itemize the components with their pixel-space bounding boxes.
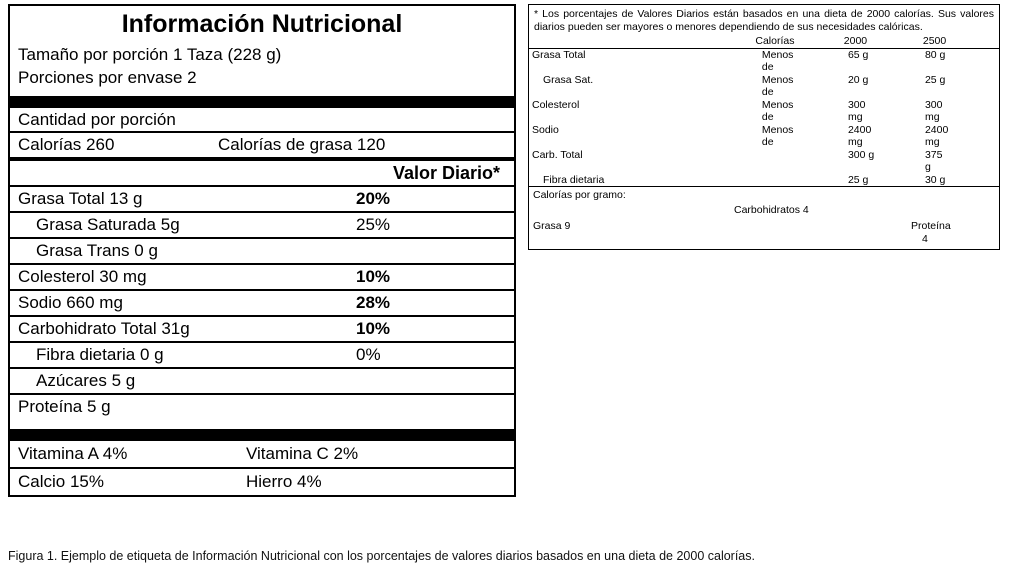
table-row <box>529 49 999 62</box>
dv-row-2000: 20 g <box>847 73 869 86</box>
nutrient-name: Grasa Saturada <box>36 215 157 234</box>
dv-row-less: Menos <box>761 73 794 86</box>
nutrient-amount: 0 g <box>134 241 158 260</box>
calcium-label: Calcio 15% <box>18 472 104 491</box>
divider-thick-bottom <box>10 429 514 441</box>
dv-row-name: Grasa Total <box>532 48 586 61</box>
dv-row-2500-unit: mg <box>924 136 940 148</box>
table-row <box>18 369 506 393</box>
dv-row-less-cont: de <box>761 61 774 73</box>
table-row-cont <box>529 161 999 174</box>
dv-row-2500: 80 g <box>924 48 946 61</box>
dv-row-2000: 25 g <box>847 173 869 186</box>
list-item <box>18 441 506 467</box>
nutrient-amount: 31g <box>161 319 190 338</box>
table-row <box>529 149 999 162</box>
nutrient-name: Colesterol <box>18 267 95 286</box>
table-row-cont <box>529 136 999 149</box>
dv-row-less-cont: de <box>761 86 774 98</box>
dv-row-name: Fibra dietaria <box>543 173 605 186</box>
calories-per-gram-label: Calorías por gramo: <box>533 189 626 201</box>
dv-row-2000-unit: mg <box>847 111 863 123</box>
table-row <box>18 343 506 367</box>
dv-row-2500-unit <box>922 86 999 99</box>
nutrient-amount: 5 g <box>111 371 136 390</box>
protein-per-gram-value: 4 <box>922 233 928 245</box>
nutrient-amount: 30 mg <box>99 267 147 286</box>
dv-row-2500: 375 <box>924 148 943 161</box>
nutrient-dv: 28% <box>356 293 391 312</box>
table-row-cont <box>529 86 999 99</box>
table-row <box>18 187 506 211</box>
nutrient-name: Grasa Total <box>18 189 105 208</box>
calories-from-fat-value: 120 <box>356 135 386 154</box>
nutrient-name: Azúcares <box>36 371 107 390</box>
dv-row-2500: 2400 <box>924 123 949 136</box>
column-header-calories: Calorías <box>755 35 795 47</box>
daily-values-table <box>529 35 999 48</box>
nutrient-name: Grasa Trans <box>36 241 130 260</box>
calories-per-gram-block <box>529 187 999 249</box>
table-row <box>529 124 999 137</box>
nutrition-facts-panel <box>8 4 516 497</box>
table-row <box>18 395 506 419</box>
table-row <box>18 213 506 237</box>
nutrient-name: Sodio <box>18 293 62 312</box>
dv-row-2000-unit: mg <box>847 136 863 148</box>
nutrient-dv: 10% <box>356 319 391 338</box>
dv-row-2500-unit: mg <box>924 111 940 123</box>
nutrient-dv: 10% <box>356 267 391 286</box>
dv-row-2500-unit <box>922 61 999 74</box>
table-row-cont <box>529 111 999 124</box>
nutrient-amount: 660 mg <box>66 293 123 312</box>
calories-label: Calorías <box>18 135 82 154</box>
footnote-intro-text: * Los porcentajes de Valores Diarios están basados en una dieta de 2000 calorías. Sus valores diarios pueden ser mayores o menores dependiendo de sus necesidades calóricas. <box>534 8 994 33</box>
table-row <box>18 239 506 263</box>
nutrient-dv: 25% <box>356 215 391 234</box>
table-row <box>529 99 999 112</box>
daily-value-header-row <box>18 161 506 185</box>
column-header-2000: 2000 <box>843 35 868 47</box>
dv-row-2500: 300 <box>924 98 943 111</box>
dv-row-2000-unit <box>845 161 922 174</box>
vitamin-a-label: Vitamina A 4% <box>18 444 128 463</box>
daily-value-header: Valor Diario* <box>392 163 500 183</box>
dv-row-2000: 300 <box>847 98 866 111</box>
table-row-cont <box>529 61 999 74</box>
calories-from-fat-label: Calorías de grasa <box>218 135 353 154</box>
nutrient-amount: 5g <box>160 215 180 234</box>
column-header-name <box>529 35 752 48</box>
nutrient-amount: 5 g <box>87 397 111 416</box>
calories-value: 260 <box>86 135 115 154</box>
nutrient-amount: 13 g <box>109 189 143 208</box>
dv-row-2000-unit <box>845 86 922 99</box>
table-row <box>529 74 999 87</box>
table-row <box>529 174 999 187</box>
nutrient-amount: 0 g <box>139 345 164 364</box>
list-item <box>18 469 506 495</box>
nutrient-name: Carbohidrato Total <box>18 319 157 338</box>
figure-caption: Figura 1. Ejemplo de etiqueta de Información Nutricional con los porcentajes de valores diarios basados en una dieta de 2000 calorías. <box>8 549 755 563</box>
serving-size-line: Tamaño por porción 1 Taza (228 g) <box>18 45 282 64</box>
table-header-row <box>529 35 999 48</box>
dv-row-2000: 65 g <box>847 48 869 61</box>
dv-row-2000-unit <box>845 61 922 74</box>
servings-per-container-line: Porciones por envase 2 <box>18 68 197 87</box>
daily-values-footnote-panel <box>528 4 1000 250</box>
daily-values-body <box>529 49 999 187</box>
dv-row-less-cont: de <box>761 136 774 148</box>
page-title: Información Nutricional <box>121 10 403 38</box>
dv-row-2000: 2400 <box>847 123 872 136</box>
divider-thick-top <box>10 96 514 108</box>
dv-row-name: Colesterol <box>532 98 580 111</box>
dv-row-less: Menos <box>761 98 794 111</box>
nutrient-name: Fibra dietaria <box>36 345 136 364</box>
nutrient-name: Proteína <box>18 397 83 416</box>
dv-row-name: Grasa Sat. <box>543 73 594 86</box>
dv-row-less-cont: de <box>761 111 774 123</box>
column-header-2500: 2500 <box>922 35 947 47</box>
fat-per-gram-label: Grasa 9 <box>533 220 571 232</box>
amount-per-serving-label: Cantidad por porción <box>18 110 176 129</box>
dv-row-2500: 25 g <box>924 73 946 86</box>
iron-label: Hierro 4% <box>246 472 322 491</box>
carb-per-gram-label: Carbohidratos 4 <box>734 204 809 216</box>
table-row <box>18 265 506 289</box>
table-row <box>18 317 506 341</box>
dv-row-less: Menos <box>761 123 794 136</box>
nutrient-dv: 0% <box>356 345 381 364</box>
dv-row-2500: 30 g <box>924 173 946 186</box>
table-row <box>18 291 506 315</box>
dv-row-name: Sodio <box>532 123 559 136</box>
nutrient-dv: 20% <box>356 189 391 208</box>
vitamin-c-label: Vitamina C 2% <box>246 444 359 463</box>
dv-row-2500-unit: g <box>924 161 931 173</box>
dv-row-2000: 300 g <box>847 148 875 161</box>
calories-row <box>18 133 506 157</box>
protein-per-gram-label: Proteína <box>911 220 951 232</box>
dv-row-name: Carb. Total <box>532 148 583 161</box>
dv-row-less: Menos <box>761 48 794 61</box>
